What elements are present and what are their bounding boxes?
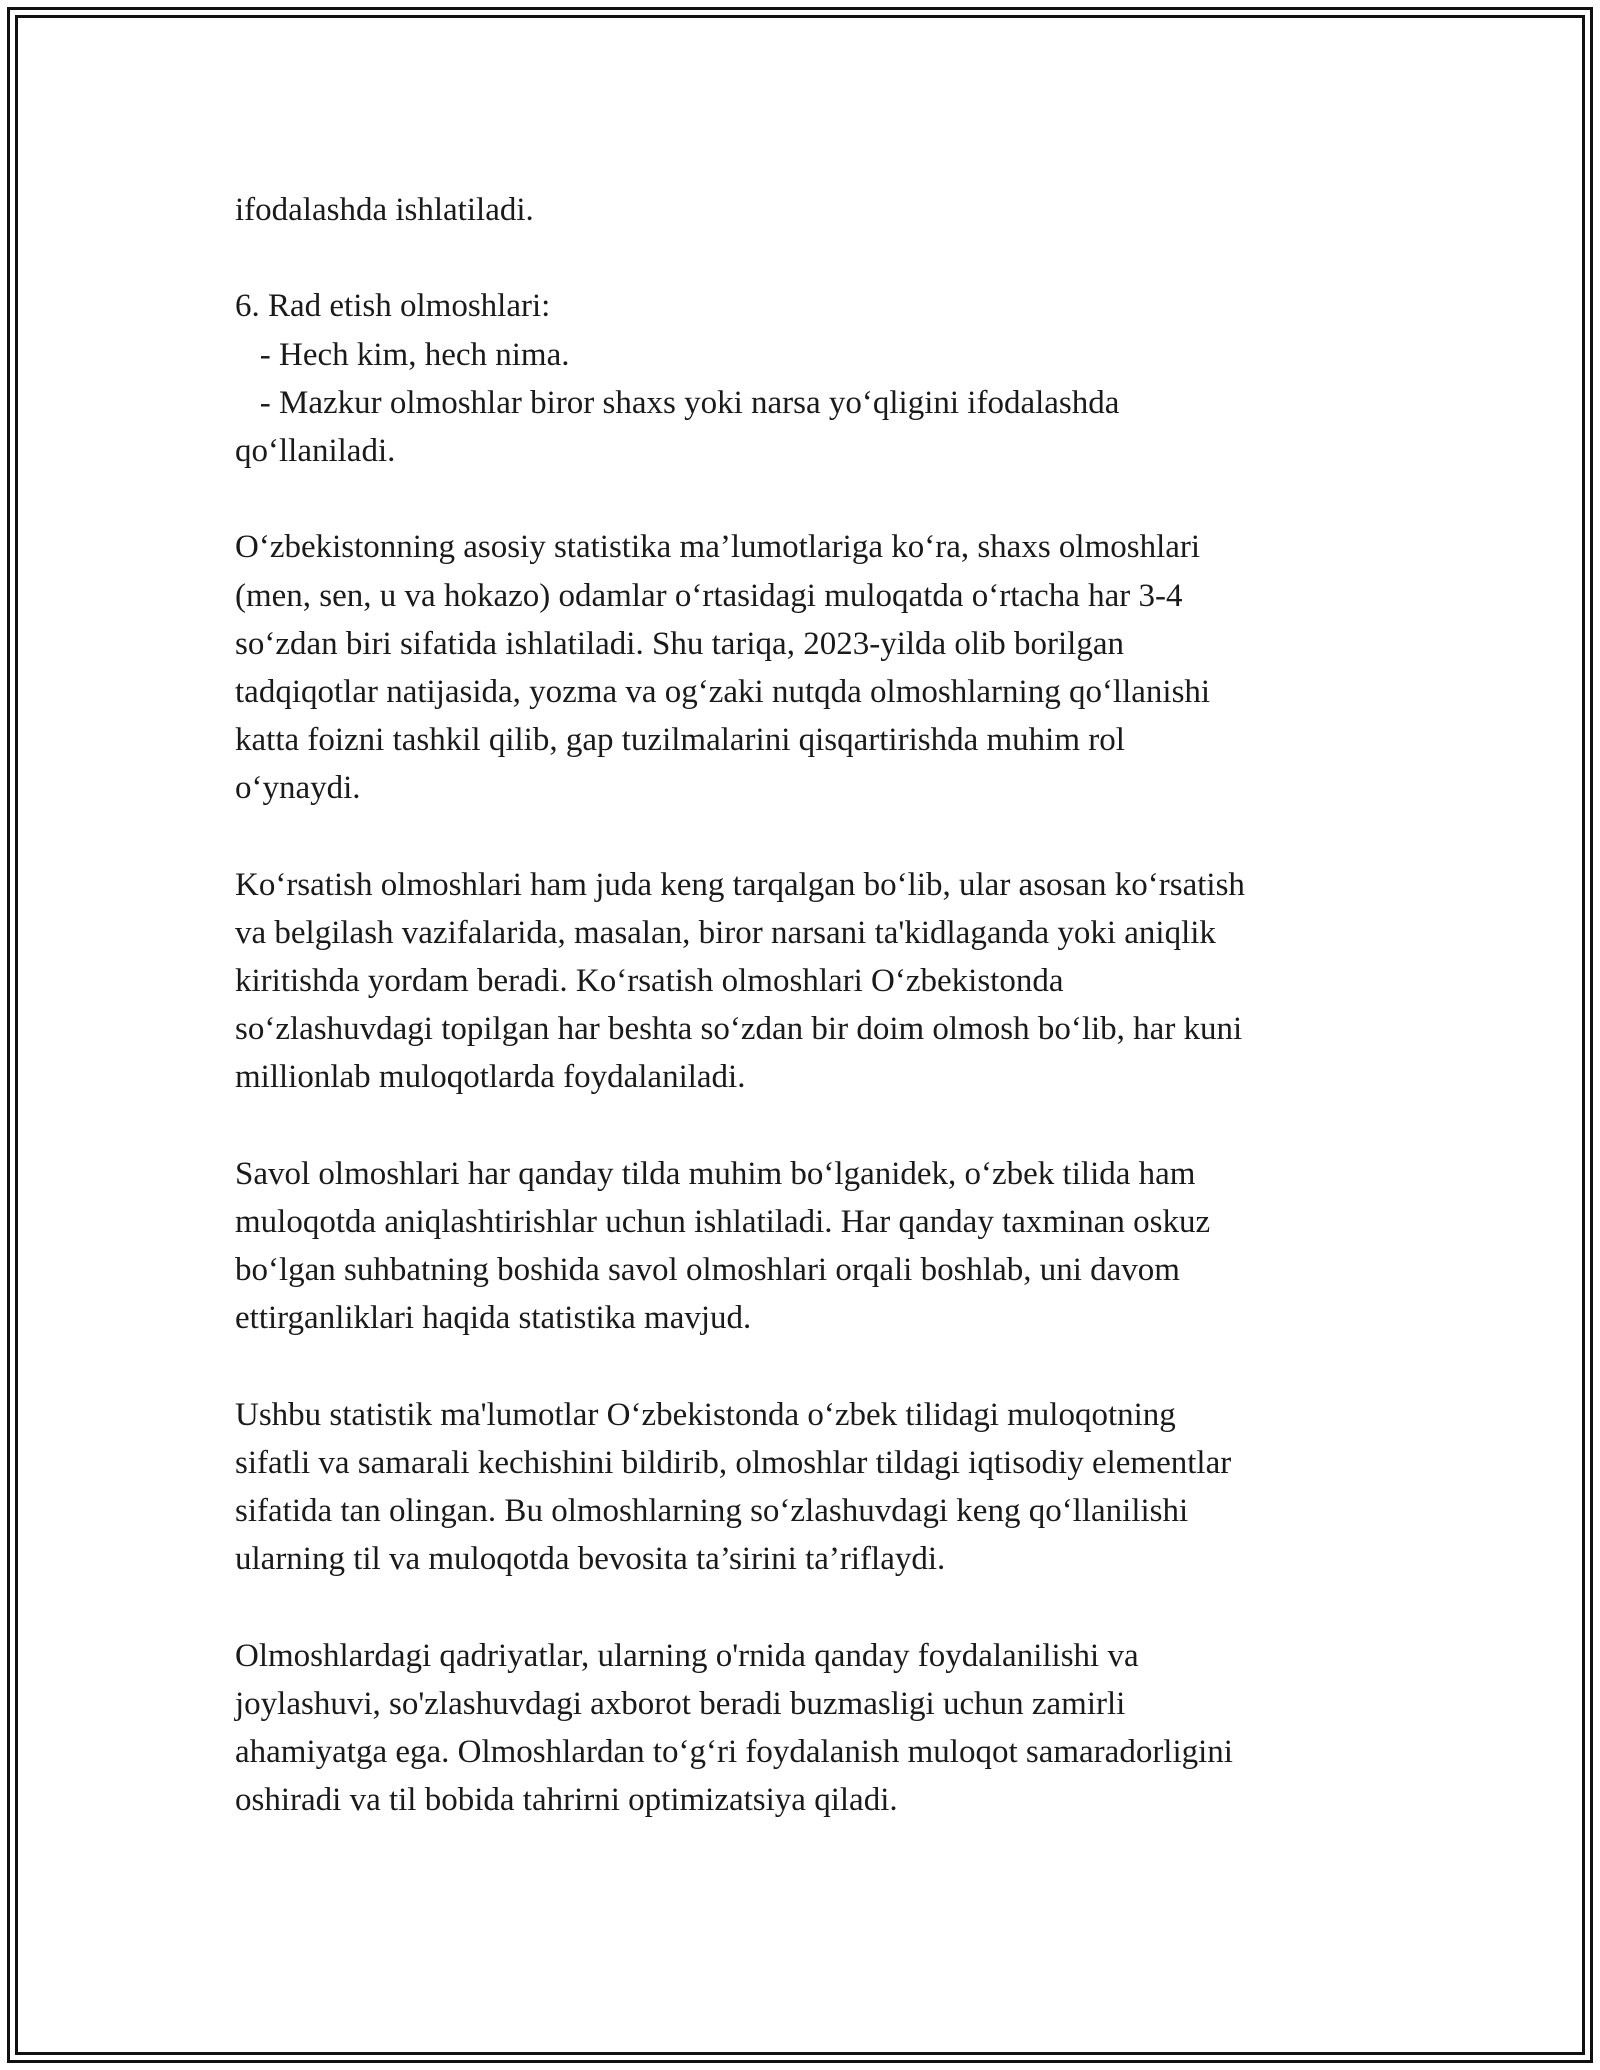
text-line: joylashuvi, so'zlashuvdagi axborot beradi buzmasligi uchun zamirli <box>235 1685 1126 1722</box>
text-line: kiritishda yordam beradi. Ko‘rsatish olmoshlari O‘zbekistonda <box>235 963 1064 999</box>
text-line: katta foizni tashkil qilib, gap tuzilmalarini qisqartirishda muhim rol <box>235 722 1125 759</box>
text-line: qo‘llaniladi. <box>235 432 396 469</box>
document-body <box>235 186 1385 1824</box>
intro-continuation <box>235 186 1385 234</box>
statistika-paragraph <box>235 523 1385 812</box>
korsatish-paragraph <box>235 861 1385 1102</box>
rad-etish-section <box>235 282 1385 475</box>
text-line: Ushbu statistik ma'lumotlar O‘zbekistonda o‘zbek tilidagi muloqotning <box>235 1396 1176 1433</box>
paragraph-spacer <box>235 1102 1385 1150</box>
text-line: (men, sen, u va hokazo) odamlar o‘rtasidagi muloqatda o‘rtacha har 3-4 <box>235 577 1183 614</box>
text-line: muloqotda aniqlashtirishlar uchun ishlatiladi. Har qanday taxminan oskuz <box>235 1203 1211 1240</box>
text-line: tadqiqotlar natijasida, yozma va og‘zaki nutqda olmoshlarning qo‘llanishi <box>235 673 1211 710</box>
text-line: millionlab muloqotlarda foydalaniladi. <box>235 1059 746 1096</box>
text-line: ahamiyatga ega. Olmoshlardan to‘g‘ri foydalanish muloqot samaradorligini <box>235 1734 1233 1770</box>
text-line: - Hech kim, hech nima. <box>235 336 570 373</box>
text-line: ettirganliklari haqida statistika mavjud. <box>235 1300 752 1337</box>
paragraph-spacer <box>235 1343 1385 1391</box>
text-line: 6. Rad etish olmoshlari: <box>235 288 551 325</box>
text-line: Ko‘rsatish olmoshlari ham juda keng tarqalgan bo‘lib, ular asosan ko‘rsatish <box>235 866 1245 903</box>
paragraph-spacer <box>235 234 1385 282</box>
text-line: O‘zbekistonning asosiy statistika ma’lumotlariga ko‘ra, shaxs olmoshlari <box>235 529 1201 566</box>
text-line: oshiradi va til bobida tahrirni optimizatsiya qiladi. <box>235 1782 898 1819</box>
paragraph-spacer <box>235 475 1385 523</box>
paragraph-spacer <box>235 1583 1385 1631</box>
qadriyatlar-paragraph <box>235 1632 1385 1825</box>
text-line: o‘ynaydi. <box>235 770 361 807</box>
text-line: sifatida tan olingan. Bu olmoshlarning so‘zlashuvdagi keng qo‘llanilishi <box>235 1493 1189 1530</box>
ushbu-paragraph <box>235 1391 1385 1584</box>
text-line: - Mazkur olmoshlar biror shaxs yoki narsa yo‘qligini ifodalashda <box>235 384 1120 421</box>
text-line: so‘zdan biri sifatida ishlatiladi. Shu tariqa, 2023-yilda olib borilgan <box>235 625 1124 662</box>
text-line: Olmoshlardagi qadriyatlar, ularning o'rnida qanday foydalanilishi va <box>235 1637 1139 1674</box>
text-line: Savol olmoshlari har qanday tilda muhim bo‘lganidek, o‘zbek tilida ham <box>235 1155 1196 1192</box>
text-line: bo‘lgan suhbatning boshida savol olmoshlari orqali boshlab, uni davom <box>235 1252 1180 1289</box>
paragraph-spacer <box>235 812 1385 860</box>
text-line: va belgilash vazifalarida, masalan, biror narsani ta'kidlaganda yoki aniqlik <box>235 914 1216 951</box>
text-line: ifodalashda ishlatiladi. <box>235 192 534 228</box>
savol-paragraph <box>235 1150 1385 1343</box>
text-line: ularning til va muloqotda bevosita ta’sirini ta’riflaydi. <box>235 1541 946 1578</box>
text-line: sifatli va samarali kechishini bildirib, olmoshlar tildagi iqtisodiy elementlar <box>235 1444 1232 1481</box>
text-line: so‘zlashuvdagi topilgan har beshta so‘zdan bir doim olmosh bo‘lib, har kuni <box>235 1011 1243 1048</box>
